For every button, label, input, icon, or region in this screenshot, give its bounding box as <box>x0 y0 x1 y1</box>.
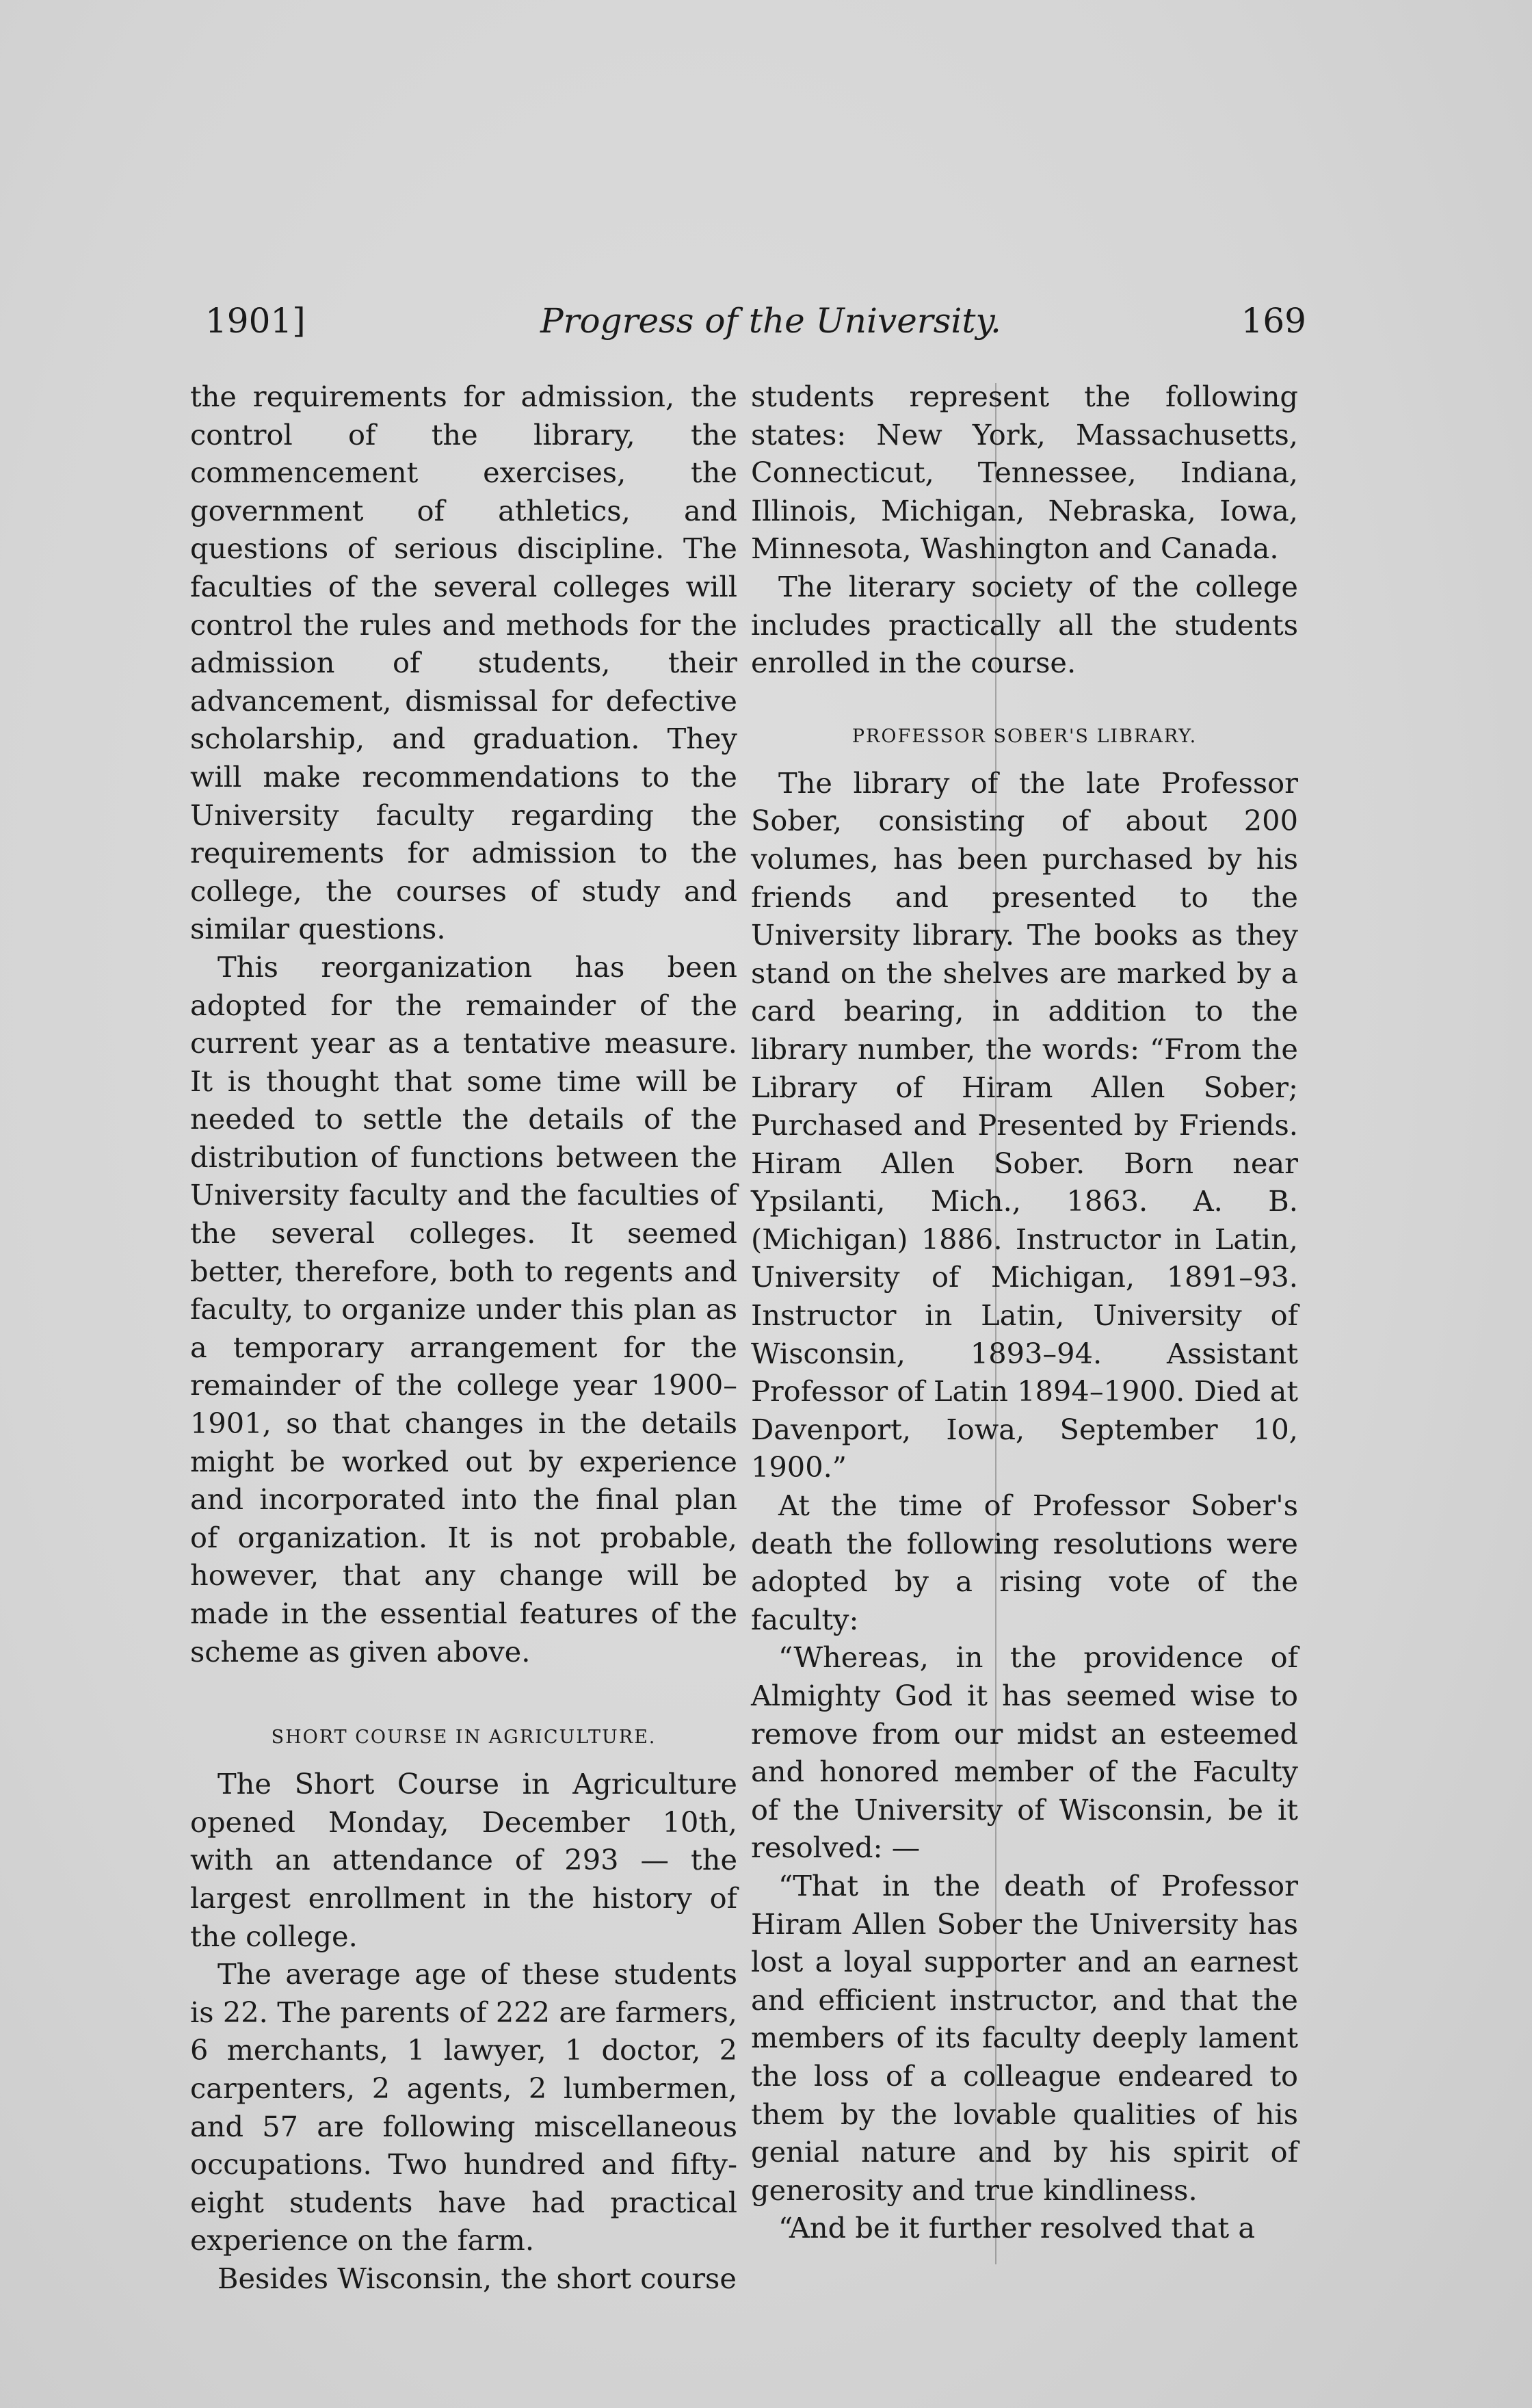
right-paragraph-6: “That in the death of Professor Hiram Allen Sober the University has lost a loyal supporter and an earnest and efficient instructor, and that the members of its faculty deeply lament the loss of a colleague endeared to them by the lovable qualities of his genial nature and by his spirit of generosity and true kindliness. <box>751 1868 1298 2207</box>
left-paragraph-1: the requirements for admission, the control of the library, the commencement exercises, the government of athletics, and questions of serious discipline. The faculties of the several colleges will control the rules and methods for the admission of students, their advancement, dismissal for defective scholarship, and graduation. They will make recommendations to the University faculty regarding the requirements for admission to the college, the courses of study and similar questions. <box>190 380 737 946</box>
right-paragraph-3: The library of the late Professor Sober, consisting of about 200 volumes, has been purchased by his friends and presented to the University library. The books as they stand on the shelves are marked by a card bearing, in addition to the library number, the words: “From the Library of Hiram Allen Sober; Purchased and Presented by Friends. Hiram Allen Sober. Born near Ypsilanti, Mich., 1863. A. B. (Michigan) 1886. Instructor in Latin, University of Michigan, 1891–93. Instructor in Latin, University of Wisconsin, 1893–94. Assistant Professor of Latin 1894–1900. Died at Davenport, Iowa, September 10, 1900.” <box>751 765 1298 1484</box>
right-column <box>751 378 1298 2247</box>
right-paragraph-7: “And be it further resolved that a <box>778 2211 1256 2245</box>
left-column <box>190 378 737 2298</box>
page-number: 169 <box>1241 301 1306 341</box>
right-paragraph-5: “Whereas, in the providence of Almighty God it has seemed wise to remove from our midst an esteemed and honored member of the Faculty of the University of Wisconsin, be it resolved: — <box>751 1640 1298 1865</box>
left-paragraph-4: The average age of these students is 22. The parents of 222 are farmers, 6 merchants, 1 lawyer, 1 doctor, 2 carpenters, 2 agents, 2 lumbermen, and 57 are following miscellaneous occupations. Two hundred and fifty-eight students have had practical experience on the farm. <box>190 1957 737 2258</box>
right-paragraph-4: At the time of Professor Sober's death the following resolutions were adopted by a rising vote of the faculty: <box>751 1489 1298 1636</box>
header-year: 1901] <box>205 301 306 341</box>
section-heading-short-course: SHORT COURSE IN AGRICULTURE. <box>271 1727 657 1749</box>
right-paragraph-2: The literary society of the college includes practically all the students enrolled in the course. <box>751 569 1298 680</box>
header-title: Progress of the University. <box>540 301 1001 341</box>
running-header <box>205 301 1306 356</box>
left-paragraph-3: The Short Course in Agriculture opened Monday, December 10th, with an attendance of 293 — the largest enrollment in the history of the college. <box>190 1767 737 1953</box>
section-heading-sober-library: PROFESSOR SOBER'S LIBRARY. <box>851 725 1198 747</box>
left-paragraph-5: Besides Wisconsin, the short course <box>217 2261 737 2295</box>
right-paragraph-1: students represent the following states: New York, Massachusetts, Connecticut, Tennessee, Indiana, Illinois, Michigan, Nebraska, Iowa, Minnesota, Washington and Canada. <box>751 380 1298 566</box>
left-paragraph-2: This reorganization has been adopted for the remainder of the current year as a tentative measure. It is thought that some time will be needed to settle the details of the distribution of functions between the University faculty and the faculties of the several colleges. It seemed better, therefore, both to regents and faculty, to organize under this plan as a temporary arrangement for the remainder of the college year 1900–1901, so that changes in the details might be worked out by experience and incorporated into the final plan of organization. It is not probable, however, that any change will be made in the essential features of the scheme as given above. <box>190 950 737 1668</box>
